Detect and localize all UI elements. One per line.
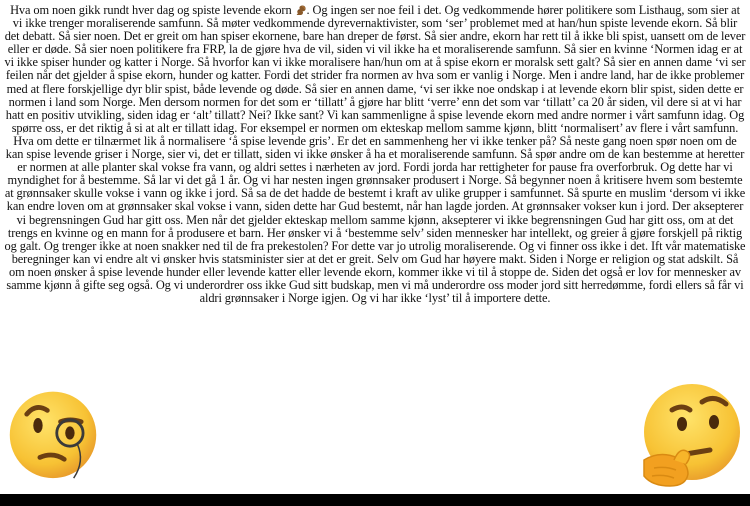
text-part-1: Hva om noen gikk rundt hver dag og spiste levende ekorn — [10, 3, 292, 17]
squirrel-icon — [295, 4, 307, 16]
post-paragraph — [4, 4, 746, 305]
face-with-monocle-icon — [6, 383, 100, 483]
bottom-bar — [0, 494, 750, 506]
post-text — [4, 4, 746, 305]
thinking-face-icon — [630, 380, 744, 488]
text-part-2: . Og ingen ser noe feil i det. Og vedkommende hører politikere som Listhaug, som sier at vi ikke trenger moraliserende samfunn. Så møter vedkommende dyrevernaktivister, som ‘ser’ problemet med at han/hun spiste levende ekorn. Så blir det debatt. Så sier noen. Det er greit om han spiser ekornene, bare han dreper de først. Så sier andre, ekorn har rett til å ikke bli spist, uansett om de lever eller er døde. Så sier noen politikere fra FRP, la de gjøre hva de vil, siden vi vil ikke ha et moraliserende samfunn. Så sier en kvinne ‘Normen idag er at vi ikke spiser hunder og katter i Norge. Så hvorfor kan vi ikke moralisere han/hun om at å spise ekorn er moralsk sett galt? Så sier en annen dame ‘vi ser feilen når det gjelder å spise ekorn, hunder og katter. Fordi det strider fra normen av hva som er vanlig i Norge. Men i andre land, har de ikke problemer med at flere forskjellige dyr blir spist, både levende og døde. Så sier en annen dame, ‘vi ser ikke noe ondskap i at levende ekorn blir spist, siden dette er normen i land som Norge. Men dersom normen for det som er ‘tillatt’ å gjøre har blitt ‘verre’ enn det som var ‘tillatt’ ca 20 år siden, vil dere si at vi har hatt en positiv utvikling, siden idag er ‘alt’ tillatt? Nei? Ikke sant? Vi kan sammenligne å spise levende ekorn med andre normer i vårt samfunn idag. Og spørre oss, er det riktig å si at alt er tillatt idag. For eksempel er normen om ekteskap mellom samme kjønn, blitt ‘normalisert’ av flere i vårt samfunn. Hva om dette er tilnærmet lik å normalisere ‘å spise levende gris’. Er det en sammenheng her vi ikke tenker på? Så neste gang noen spør noen om de kan spise levende griser i Norge, sier vi, det er tillatt, siden vi ikke ønsker å ha et moraliserende samfunn. Så spør andre om de kan bestemme at heretter er normen at alle planter skal vokse fra vann, og aldri settes i nærheten av jord. Fordi jorda har rettigheter for pause fra overforbruk. Og dette har vi myndighet for å bestemme. Så lar vi det gå 1 år. Og vi har nesten ingen grønnsaker produsert i Norge. Så begynner noen å kritisere hvem som bestemte at grønnsaker skulle vokse i vann og ikke i jord. Så sa de det hadde de bestemt i kraft av ulike grupper i samfunnet. Så spurte en muslim ‘dersom vi ikke kan endre loven om at grønnsaker skal vokse i vann, siden dette har Gud bestemt, når han lagde jorden. At grønnsaker vokser kun i jord. Der aksepterer vi begrensningen Gud har gitt oss. Men når det gjelder ekteskap mellom samme kjønn, aksepterer vi ikke begrensningen Gud har gitt oss, om at det trengs en kvinne og en mann for å produsere et barn. Her ønsker vi å ‘bestemme selv’ siden mennesker har intellekt, og greier å gjøre forskjell på riktig og galt. Og trenger ikke at noen snakker ned til de fra prekestolen? For dette var jo utrolig moraliserende. Og vi finner oss ikke i det. Ift vår matematiske beregninger kan vi endre alt vi ønsker hvis statsminister sier at det er greit. Selv om Gud har høyere makt. Siden i Norge er religion og stat adskilt. Så om noen ønsker å spise levende hunder eller levende katter eller levende ekorn, kommer ikke vi til å stoppe de. Siden det også er lov for mennesker av samme kjønn å gifte seg også. Og vi underordrer oss ikke Gud sitt budskap, men vi må underordre oss moder jord sitt herredømme, fordi ellers så får vi aldri grønnsaker i Norge igjen. Og vi har ikke ‘lyst’ til å importere dette. — [4, 3, 746, 306]
